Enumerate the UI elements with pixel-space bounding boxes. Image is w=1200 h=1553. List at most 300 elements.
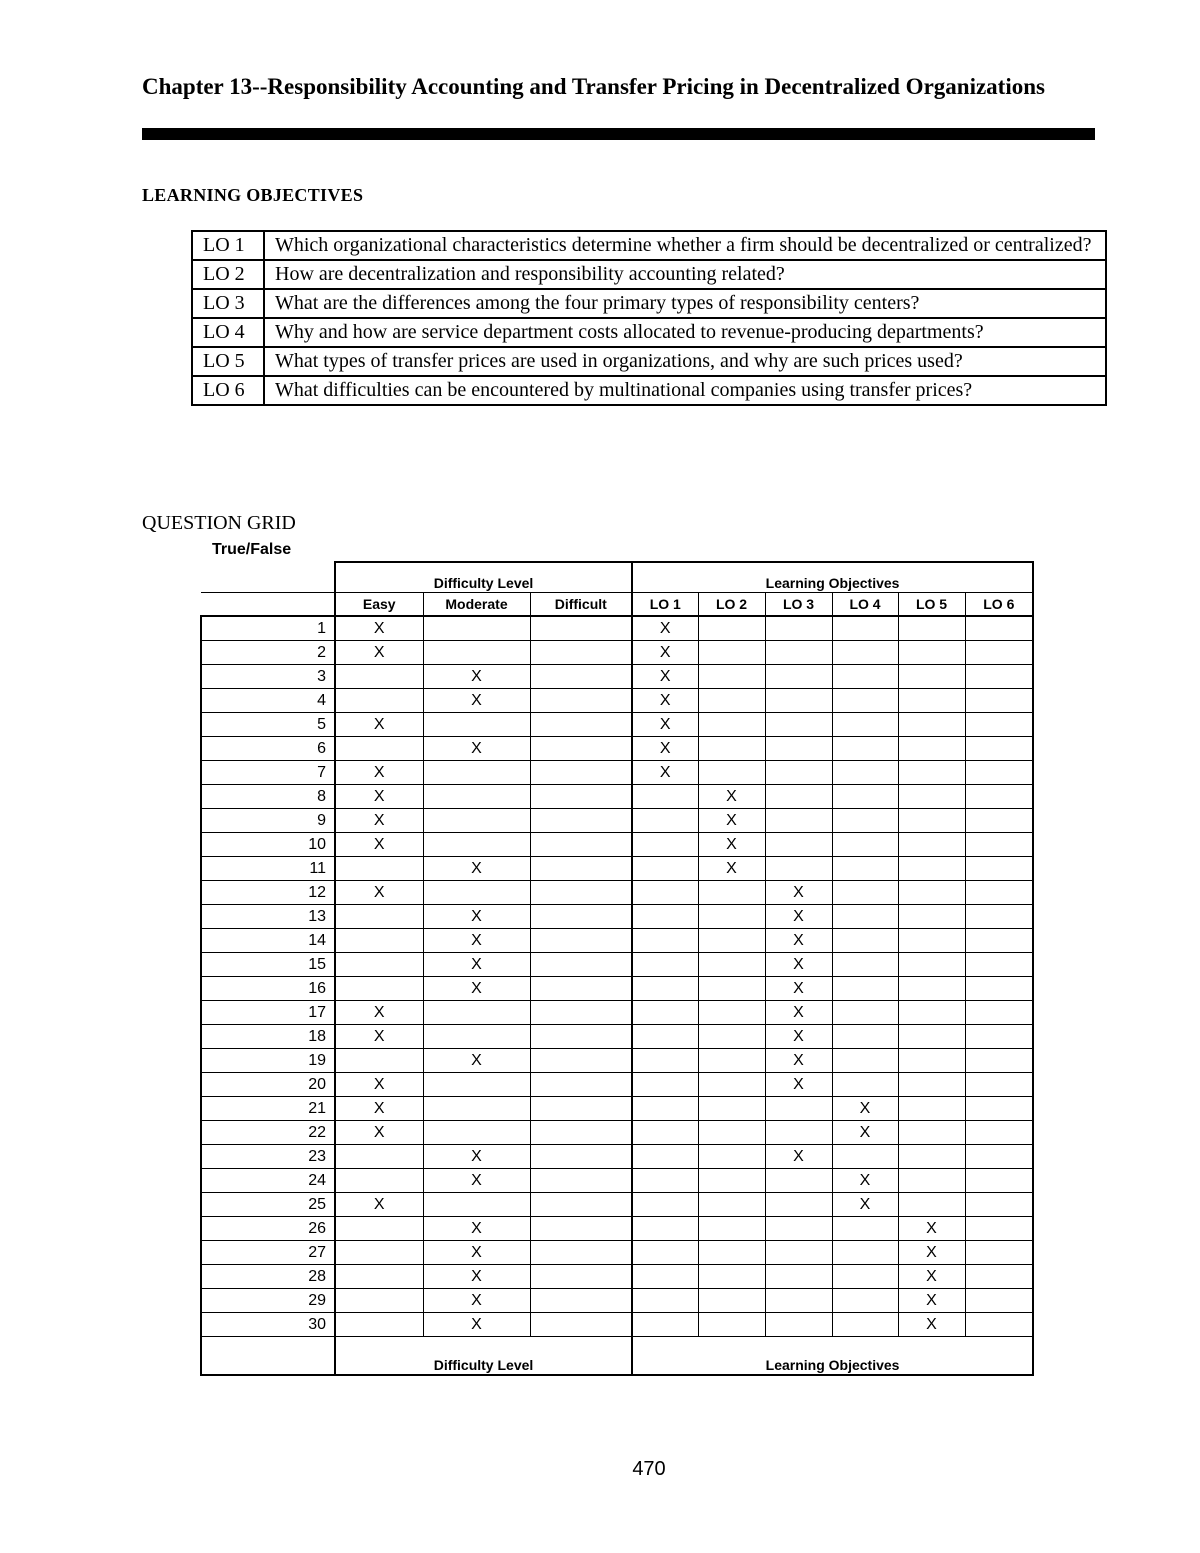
learning-objective-row: [192, 289, 1106, 318]
difficulty-cell: [423, 785, 530, 809]
difficulty-mark: X: [335, 833, 423, 857]
difficulty-mark: X: [423, 737, 530, 761]
lo-cell: [698, 905, 765, 929]
difficulty-cell: [530, 665, 632, 689]
lo-mark: X: [898, 1265, 965, 1289]
lo-cell: [765, 1265, 832, 1289]
lo-cell: [898, 641, 965, 665]
lo-cell: [965, 737, 1033, 761]
lo-mark: X: [765, 1049, 832, 1073]
question-number: 30: [201, 1313, 335, 1337]
lo-mark: X: [832, 1193, 898, 1217]
lo-column-header: LO 5: [898, 593, 965, 617]
learning-objective-row: [192, 231, 1106, 260]
lo-column-header: LO 4: [832, 593, 898, 617]
learning-objective-code: LO 4: [192, 318, 264, 347]
question-number: 27: [201, 1241, 335, 1265]
difficulty-mark: X: [335, 809, 423, 833]
lo-cell: [632, 1313, 698, 1337]
difficulty-cell: [530, 1169, 632, 1193]
question-number: 7: [201, 761, 335, 785]
lo-cell: [765, 616, 832, 641]
lo-mark: X: [632, 665, 698, 689]
lo-cell: [832, 809, 898, 833]
lo-cell: [632, 1145, 698, 1169]
lo-cell: [632, 1097, 698, 1121]
difficulty-mark: X: [335, 616, 423, 641]
footer-difficulty-level: Difficulty Level: [335, 1337, 632, 1376]
learning-objective-row: [192, 260, 1106, 289]
page-title: Chapter 13--Responsibility Accounting and Transfer Pricing in Decentralized Organizations: [142, 74, 1045, 99]
difficulty-cell: [530, 881, 632, 905]
lo-cell: [965, 665, 1033, 689]
difficulty-mark: X: [423, 1217, 530, 1241]
difficulty-cell: [530, 1265, 632, 1289]
lo-cell: [765, 1193, 832, 1217]
lo-mark: X: [765, 1145, 832, 1169]
lo-mark: X: [698, 785, 765, 809]
question-row: [201, 1169, 1033, 1193]
question-number: 26: [201, 1217, 335, 1241]
difficulty-mark: X: [423, 1145, 530, 1169]
question-row: [201, 1121, 1033, 1145]
lo-cell: [832, 1001, 898, 1025]
lo-cell: [632, 881, 698, 905]
question-row: [201, 929, 1033, 953]
lo-cell: [965, 1073, 1033, 1097]
difficulty-cell: [530, 953, 632, 977]
lo-cell: [632, 857, 698, 881]
lo-cell: [698, 1073, 765, 1097]
grid-corner-lower: [201, 593, 335, 617]
lo-cell: [965, 1313, 1033, 1337]
lo-cell: [698, 616, 765, 641]
lo-cell: [965, 1097, 1033, 1121]
lo-cell: [698, 1025, 765, 1049]
lo-mark: X: [898, 1313, 965, 1337]
lo-cell: [765, 857, 832, 881]
difficulty-mark: X: [423, 857, 530, 881]
difficulty-level-header: Difficulty Level: [335, 562, 632, 593]
lo-cell: [765, 641, 832, 665]
lo-cell: [832, 1049, 898, 1073]
lo-mark: X: [898, 1241, 965, 1265]
lo-mark: X: [832, 1121, 898, 1145]
lo-cell: [898, 1193, 965, 1217]
lo-cell: [965, 1265, 1033, 1289]
learning-objective-text: What types of transfer prices are used in organizations, and why are such prices used?: [264, 347, 1106, 376]
lo-cell: [832, 1073, 898, 1097]
difficulty-cell: [530, 689, 632, 713]
difficulty-cell: [335, 689, 423, 713]
lo-cell: [832, 785, 898, 809]
question-number: 12: [201, 881, 335, 905]
lo-mark: X: [765, 929, 832, 953]
difficulty-cell: [530, 737, 632, 761]
question-number: 25: [201, 1193, 335, 1217]
lo-cell: [698, 1169, 765, 1193]
lo-cell: [832, 929, 898, 953]
lo-cell: [965, 809, 1033, 833]
lo-column-header: LO 6: [965, 593, 1033, 617]
difficulty-column-header: Easy: [335, 593, 423, 617]
learning-objective-code: LO 6: [192, 376, 264, 405]
lo-cell: [965, 616, 1033, 641]
difficulty-cell: [530, 1241, 632, 1265]
lo-cell: [632, 1193, 698, 1217]
difficulty-mark: X: [423, 1289, 530, 1313]
difficulty-mark: X: [423, 689, 530, 713]
lo-cell: [765, 785, 832, 809]
lo-cell: [965, 1289, 1033, 1313]
lo-mark: X: [832, 1097, 898, 1121]
question-number: 29: [201, 1289, 335, 1313]
lo-cell: [698, 881, 765, 905]
lo-cell: [965, 713, 1033, 737]
learning-objective-text: Which organizational characteristics determine whether a firm should be decentralized or centralized?: [264, 231, 1106, 260]
question-number: 18: [201, 1025, 335, 1049]
lo-cell: [632, 785, 698, 809]
difficulty-cell: [530, 1145, 632, 1169]
lo-cell: [898, 713, 965, 737]
title-rule: [142, 128, 1095, 140]
difficulty-mark: X: [335, 761, 423, 785]
lo-mark: X: [698, 833, 765, 857]
difficulty-mark: X: [335, 713, 423, 737]
difficulty-cell: [335, 1289, 423, 1313]
lo-cell: [832, 689, 898, 713]
lo-cell: [698, 1313, 765, 1337]
lo-cell: [898, 1097, 965, 1121]
lo-cell: [698, 665, 765, 689]
grid-corner: [201, 562, 335, 593]
difficulty-cell: [530, 905, 632, 929]
lo-cell: [898, 953, 965, 977]
difficulty-cell: [423, 881, 530, 905]
lo-cell: [632, 833, 698, 857]
difficulty-cell: [530, 1313, 632, 1337]
question-grid-heading: QUESTION GRID: [142, 512, 296, 534]
question-row: [201, 761, 1033, 785]
lo-cell: [765, 1097, 832, 1121]
question-row: [201, 1025, 1033, 1049]
question-row: [201, 953, 1033, 977]
lo-cell: [832, 1241, 898, 1265]
difficulty-mark: X: [423, 977, 530, 1001]
question-number: 19: [201, 1049, 335, 1073]
lo-mark: X: [765, 977, 832, 1001]
lo-cell: [965, 785, 1033, 809]
lo-cell: [765, 1121, 832, 1145]
difficulty-cell: [530, 1049, 632, 1073]
lo-cell: [965, 953, 1033, 977]
difficulty-mark: X: [335, 1001, 423, 1025]
lo-cell: [965, 1217, 1033, 1241]
lo-cell: [765, 665, 832, 689]
lo-cell: [965, 761, 1033, 785]
lo-mark: X: [765, 1025, 832, 1049]
lo-cell: [698, 737, 765, 761]
lo-cell: [898, 929, 965, 953]
lo-cell: [898, 665, 965, 689]
question-row: [201, 905, 1033, 929]
difficulty-cell: [335, 1241, 423, 1265]
lo-cell: [632, 1169, 698, 1193]
difficulty-cell: [530, 785, 632, 809]
question-row: [201, 785, 1033, 809]
difficulty-cell: [530, 761, 632, 785]
question-number: 16: [201, 977, 335, 1001]
learning-objective-code: LO 5: [192, 347, 264, 376]
difficulty-mark: X: [335, 881, 423, 905]
lo-mark: X: [832, 1169, 898, 1193]
lo-cell: [898, 616, 965, 641]
difficulty-cell: [423, 616, 530, 641]
lo-cell: [698, 953, 765, 977]
lo-cell: [698, 929, 765, 953]
lo-cell: [632, 1265, 698, 1289]
lo-mark: X: [898, 1217, 965, 1241]
difficulty-cell: [335, 665, 423, 689]
difficulty-cell: [335, 953, 423, 977]
lo-cell: [765, 761, 832, 785]
lo-mark: X: [898, 1289, 965, 1313]
lo-cell: [898, 1169, 965, 1193]
question-row: [201, 1217, 1033, 1241]
question-row: [201, 1313, 1033, 1337]
question-number: 2: [201, 641, 335, 665]
difficulty-cell: [335, 1169, 423, 1193]
lo-cell: [698, 1097, 765, 1121]
lo-mark: X: [765, 905, 832, 929]
difficulty-cell: [530, 641, 632, 665]
lo-cell: [832, 905, 898, 929]
question-number: 6: [201, 737, 335, 761]
difficulty-mark: X: [335, 1097, 423, 1121]
difficulty-cell: [335, 1049, 423, 1073]
question-row: [201, 616, 1033, 641]
question-row: [201, 977, 1033, 1001]
question-number: 24: [201, 1169, 335, 1193]
question-row: [201, 833, 1033, 857]
lo-cell: [632, 1025, 698, 1049]
lo-cell: [832, 713, 898, 737]
difficulty-mark: X: [335, 1121, 423, 1145]
difficulty-mark: X: [423, 1241, 530, 1265]
lo-cell: [965, 689, 1033, 713]
difficulty-cell: [530, 616, 632, 641]
lo-cell: [632, 1121, 698, 1145]
question-grid-table: [200, 561, 1034, 1376]
learning-objectives-header: Learning Objectives: [632, 562, 1033, 593]
difficulty-column-header: Difficult: [530, 593, 632, 617]
lo-cell: [898, 857, 965, 881]
difficulty-mark: X: [423, 665, 530, 689]
difficulty-column-header: Moderate: [423, 593, 530, 617]
lo-column-header: LO 2: [698, 593, 765, 617]
question-row: [201, 689, 1033, 713]
lo-cell: [632, 1073, 698, 1097]
lo-cell: [898, 1121, 965, 1145]
question-number: 9: [201, 809, 335, 833]
difficulty-mark: X: [335, 641, 423, 665]
lo-cell: [698, 1265, 765, 1289]
question-number: 23: [201, 1145, 335, 1169]
question-row: [201, 1097, 1033, 1121]
lo-cell: [832, 857, 898, 881]
lo-cell: [965, 1025, 1033, 1049]
question-number: 14: [201, 929, 335, 953]
lo-column-header: LO 1: [632, 593, 698, 617]
lo-cell: [632, 953, 698, 977]
lo-column-header: LO 3: [765, 593, 832, 617]
lo-mark: X: [765, 881, 832, 905]
lo-cell: [632, 809, 698, 833]
difficulty-cell: [423, 1025, 530, 1049]
lo-mark: X: [632, 689, 698, 713]
difficulty-cell: [423, 713, 530, 737]
lo-cell: [765, 1217, 832, 1241]
difficulty-cell: [530, 977, 632, 1001]
difficulty-mark: X: [423, 1049, 530, 1073]
lo-mark: X: [632, 616, 698, 641]
question-number: 13: [201, 905, 335, 929]
lo-cell: [698, 1121, 765, 1145]
lo-cell: [765, 689, 832, 713]
lo-cell: [832, 881, 898, 905]
learning-objective-row: [192, 347, 1106, 376]
lo-cell: [698, 689, 765, 713]
difficulty-cell: [530, 929, 632, 953]
lo-cell: [898, 1001, 965, 1025]
lo-cell: [698, 977, 765, 1001]
difficulty-cell: [335, 857, 423, 881]
lo-cell: [898, 1025, 965, 1049]
lo-cell: [832, 1265, 898, 1289]
lo-cell: [965, 641, 1033, 665]
lo-cell: [965, 1121, 1033, 1145]
true-false-label: True/False: [212, 541, 292, 558]
difficulty-cell: [423, 1001, 530, 1025]
lo-cell: [698, 1049, 765, 1073]
difficulty-mark: X: [423, 1265, 530, 1289]
lo-cell: [965, 929, 1033, 953]
learning-objectives-heading: LEARNING OBJECTIVES: [142, 185, 364, 205]
difficulty-cell: [530, 857, 632, 881]
lo-cell: [832, 641, 898, 665]
lo-cell: [632, 1217, 698, 1241]
lo-cell: [698, 1289, 765, 1313]
lo-mark: X: [698, 857, 765, 881]
lo-cell: [698, 1241, 765, 1265]
question-row: [201, 1145, 1033, 1169]
question-number: 28: [201, 1265, 335, 1289]
difficulty-cell: [423, 641, 530, 665]
question-row: [201, 665, 1033, 689]
lo-cell: [698, 713, 765, 737]
learning-objective-text: What are the differences among the four primary types of responsibility centers?: [264, 289, 1106, 318]
lo-cell: [632, 929, 698, 953]
difficulty-cell: [530, 713, 632, 737]
question-number: 10: [201, 833, 335, 857]
lo-cell: [965, 905, 1033, 929]
difficulty-cell: [530, 809, 632, 833]
learning-objective-row: [192, 318, 1106, 347]
lo-cell: [965, 1001, 1033, 1025]
learning-objective-row: [192, 376, 1106, 405]
difficulty-cell: [530, 833, 632, 857]
lo-cell: [898, 1145, 965, 1169]
lo-cell: [765, 1241, 832, 1265]
lo-mark: X: [765, 1073, 832, 1097]
question-row: [201, 1049, 1033, 1073]
lo-cell: [698, 761, 765, 785]
lo-cell: [898, 881, 965, 905]
lo-cell: [898, 905, 965, 929]
lo-cell: [965, 1169, 1033, 1193]
lo-cell: [898, 833, 965, 857]
difficulty-mark: X: [335, 1193, 423, 1217]
difficulty-cell: [530, 1289, 632, 1313]
difficulty-cell: [335, 977, 423, 1001]
difficulty-mark: X: [423, 1169, 530, 1193]
lo-cell: [898, 809, 965, 833]
difficulty-mark: X: [335, 785, 423, 809]
difficulty-cell: [423, 809, 530, 833]
learning-objective-code: LO 1: [192, 231, 264, 260]
lo-cell: [898, 689, 965, 713]
lo-cell: [965, 1145, 1033, 1169]
lo-mark: X: [632, 761, 698, 785]
lo-cell: [632, 905, 698, 929]
lo-cell: [898, 977, 965, 1001]
question-row: [201, 737, 1033, 761]
lo-cell: [632, 1049, 698, 1073]
lo-cell: [765, 713, 832, 737]
difficulty-cell: [423, 833, 530, 857]
difficulty-cell: [335, 1217, 423, 1241]
question-row: [201, 1001, 1033, 1025]
lo-cell: [898, 1049, 965, 1073]
lo-cell: [832, 1313, 898, 1337]
lo-cell: [632, 977, 698, 1001]
lo-cell: [965, 1049, 1033, 1073]
lo-cell: [832, 665, 898, 689]
difficulty-cell: [423, 1073, 530, 1097]
difficulty-mark: X: [335, 1025, 423, 1049]
question-number: 21: [201, 1097, 335, 1121]
difficulty-cell: [335, 1265, 423, 1289]
difficulty-cell: [423, 1097, 530, 1121]
lo-cell: [898, 785, 965, 809]
lo-mark: X: [632, 641, 698, 665]
lo-cell: [832, 977, 898, 1001]
difficulty-cell: [530, 1121, 632, 1145]
learning-objective-text: How are decentralization and responsibility accounting related?: [264, 260, 1106, 289]
lo-cell: [765, 833, 832, 857]
lo-cell: [965, 1241, 1033, 1265]
lo-mark: X: [632, 713, 698, 737]
difficulty-cell: [530, 1193, 632, 1217]
lo-cell: [632, 1241, 698, 1265]
learning-objective-text: What difficulties can be encountered by multinational companies using transfer prices?: [264, 376, 1106, 405]
page-number: 470: [632, 1458, 666, 1480]
question-row: [201, 1265, 1033, 1289]
question-row: [201, 713, 1033, 737]
question-number: 11: [201, 857, 335, 881]
question-row: [201, 1289, 1033, 1313]
lo-cell: [965, 857, 1033, 881]
